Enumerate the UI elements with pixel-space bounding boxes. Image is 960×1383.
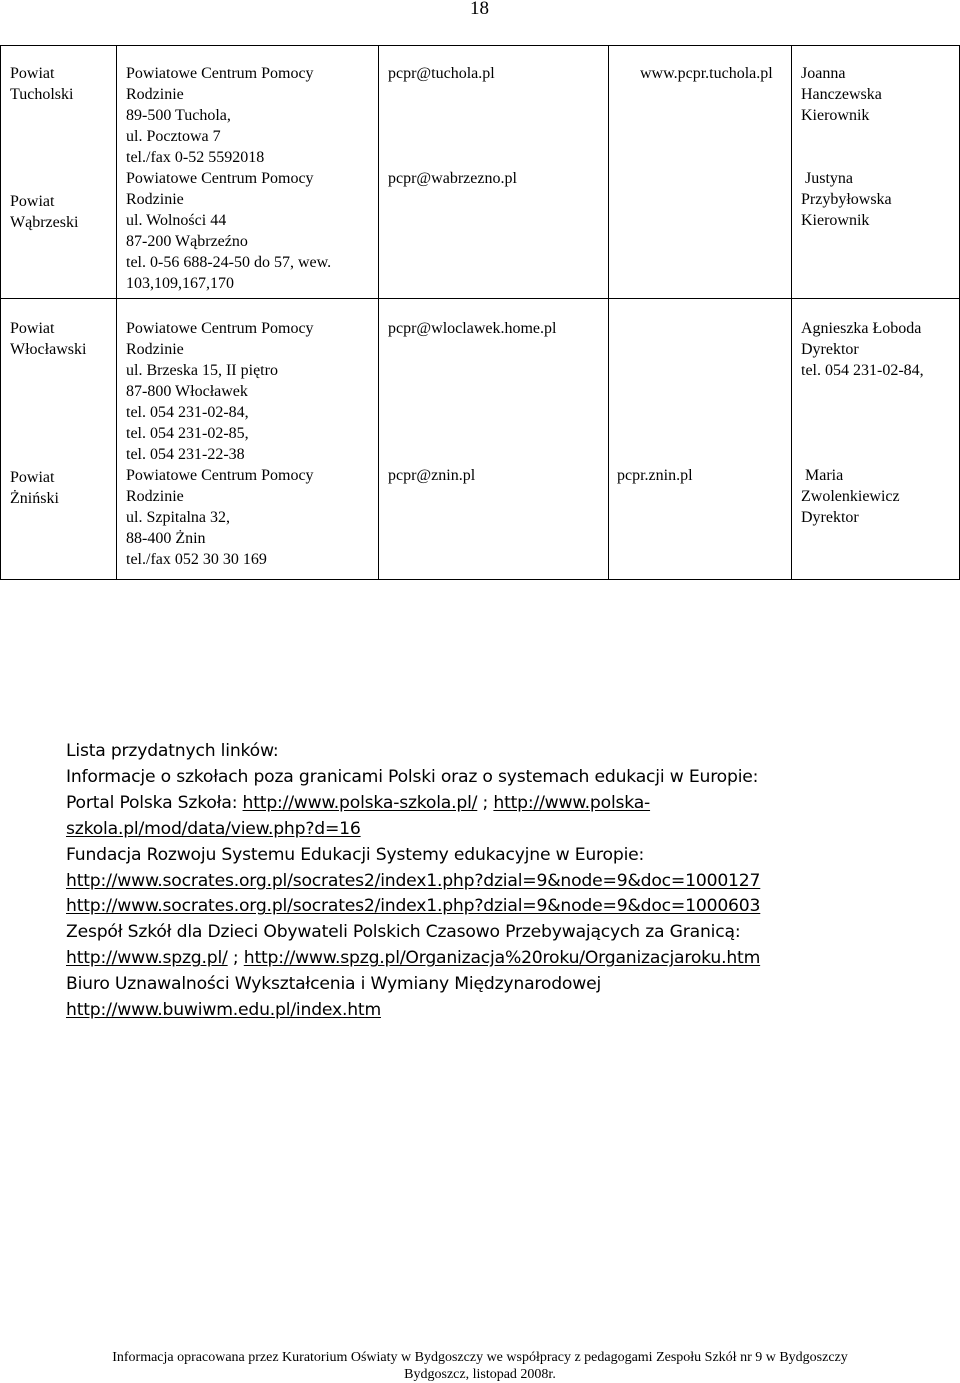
links-text: Fundacja Rozwoju Systemu Edukacji Systemy edukacyjne w Europie:	[66, 844, 645, 865]
address-block: Powiatowe Centrum Pomocy Rodzinie ul. Brzeska 15, II piętro 87-800 Włocławek tel. 054 231-02-84, tel. 054 231-02-85, tel. 054 231-22-38 Powiatowe Centrum Pomocy Rodzinie ul. Szpitalna 32, 88-400 Żnin tel./fax 052 30 30 169	[126, 320, 314, 568]
footer-credit: Informacja opracowana przez Kuratorium Oświaty w Bydgoszczy we współpracy z pedagogami Zespołu Szkół nr 9 w Bydgoszczy	[112, 1350, 848, 1365]
www-link[interactable]: www.pcpr.tuchola.pl	[640, 65, 773, 82]
polska-szkola-link[interactable]: http://www.polska-szkola.pl/	[242, 792, 478, 813]
address-cell	[117, 46, 379, 299]
links-line	[66, 869, 926, 895]
email-cell	[379, 46, 609, 299]
head-cell	[792, 299, 960, 580]
buwiwm-link[interactable]: http://www.buwiwm.edu.pl/index.htm	[66, 1000, 381, 1021]
address-cell	[117, 299, 379, 580]
email-link[interactable]: pcpr@wloclawek.home.pl	[388, 320, 557, 337]
polska-szkola-view-link[interactable]: http://www.polska-	[493, 792, 651, 813]
links-line	[66, 998, 926, 1024]
spzg-organizacja-link[interactable]: http://www.spzg.pl/Organizacja%20roku/Organizacjaroku.htm	[243, 948, 761, 969]
email-link[interactable]: pcpr@wabrzezno.pl	[388, 170, 517, 187]
email-link[interactable]: pcpr@tuchola.pl	[388, 65, 495, 82]
email-cell	[379, 299, 609, 580]
spzg-link[interactable]: http://www.spzg.pl/	[66, 948, 228, 969]
table-row	[1, 46, 960, 299]
socrates-link[interactable]: http://www.socrates.org.pl/socrates2/index1.php?dzial=9&node=9&doc=1000603	[66, 896, 761, 917]
powiat-name: Powiat Żniński	[10, 469, 59, 507]
links-text: Biuro Uznawalności Wykształcenia i Wymiany Międzynarodowej	[66, 974, 602, 995]
www-cell	[609, 299, 792, 580]
head-person: Joanna Hanczewska Kierownik	[801, 65, 882, 124]
links-line	[66, 894, 926, 920]
page-number: 18	[470, 0, 489, 19]
head-person: Maria Zwolenkiewicz Dyrektor	[801, 467, 900, 526]
head-cell	[792, 46, 960, 299]
socrates-link[interactable]: http://www.socrates.org.pl/socrates2/index1.php?dzial=9&node=9&doc=1000127	[66, 870, 761, 891]
www-cell	[609, 46, 792, 299]
links-line: http://www.spzg.pl/ ; http://www.spzg.pl/Organizacja%20roku/Organizacjaroku.htm	[66, 948, 761, 969]
links-text: Zespół Szkół dla Dzieci Obywateli Polskich Czasowo Przebywających za Granicą:	[66, 922, 741, 943]
links-line	[66, 817, 926, 843]
table-row	[1, 299, 960, 580]
powiat-cell	[1, 46, 117, 299]
address-block: Powiatowe Centrum Pomocy Rodzinie 89-500 Tuchola, ul. Pocztowa 7 tel./fax 0-52 5592018 Powiatowe Centrum Pomocy Rodzinie ul. Wolności 44 87-200 Wąbrzeźno tel. 0-56 688-24-50 do 57, wew. 103,109,167,170	[126, 65, 332, 292]
email-link[interactable]: pcpr@znin.pl	[388, 467, 476, 484]
useful-links-section	[66, 739, 926, 1024]
footer-date: Bydgoszcz, listopad 2008r.	[404, 1367, 556, 1382]
head-person: Justyna Przybyłowska Kierownik	[801, 170, 892, 229]
powiat-name: Powiat Włocławski	[10, 320, 87, 358]
head-person: Agnieszka Łoboda Dyrektor tel. 054 231-02-84,	[801, 320, 924, 379]
links-heading: Lista przydatnych linków:	[66, 741, 279, 761]
links-line: Portal Polska Szkoła: http://www.polska-szkola.pl/ ; http://www.polska-	[66, 792, 651, 813]
pcpr-contacts-table	[0, 45, 960, 580]
powiat-name: Powiat Wąbrzeski	[10, 193, 79, 231]
powiat-name: Powiat Tucholski	[10, 65, 74, 103]
powiat-cell	[1, 299, 117, 580]
polska-szkola-view-link[interactable]: szkola.pl/mod/data/view.php?d=16	[66, 818, 361, 839]
links-text: Informacje o szkołach poza granicami Polski oraz o systemach edukacji w Europie:	[66, 766, 759, 787]
www-link[interactable]: pcpr.znin.pl	[617, 467, 693, 484]
